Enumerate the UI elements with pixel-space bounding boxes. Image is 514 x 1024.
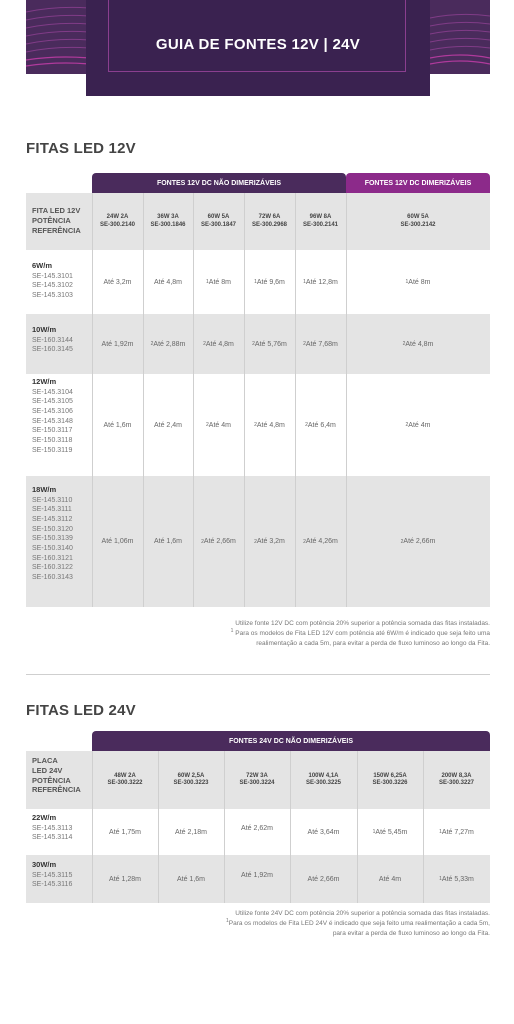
column-ref: SE-300.3227 [438,780,475,786]
row-ref: SE-160.3145 [32,346,73,354]
table-cell [357,809,423,855]
column-ref: SE-300.2968 [251,221,288,228]
column-power: 150W 6,25A [373,772,407,779]
cell-value: Até 3,64m [307,828,340,836]
row-label [32,813,72,843]
row-power: 18W/m [32,485,57,494]
row-label [32,325,73,355]
footnote-mark: 2 [150,341,154,347]
cell-value: Até 6,4m [307,421,336,429]
cell-value: Até 1,6m [103,421,132,429]
footnote-mark: 2 [201,538,204,545]
footnote-mark: 2 [206,422,209,428]
table-cell [224,851,290,899]
cell-value: Até 4,26m [305,538,338,545]
column-header [295,193,346,250]
column-power: 24W 2A [106,214,129,220]
column-header [244,193,295,250]
cell-value: Até 1,92m [241,871,273,879]
row-ref: SE-145.3110 [32,496,73,504]
header-label-line: FITA LED 12V [32,206,81,215]
table-cell [143,374,193,476]
cell-value: Até 1,92m [101,340,134,348]
footnote-mark: 2 [252,341,255,347]
footnote-mark: 2 [400,538,404,545]
cell-value: Até 1,28m [109,875,141,883]
table-cell [244,250,295,314]
header-label-line: LED 24V [32,765,63,775]
cell-value: Até 3,2m [256,538,285,545]
row-power: 6W/m [32,261,53,270]
row-ref: SE-145.3105 [32,398,73,406]
band-24v-non-dimmable: FONTES 24V DC NÃO DIMERIZÁVEIS [92,731,490,751]
cell-value: Até 1,6m [176,875,205,883]
cell-value: Até 4,8m [153,278,182,286]
table-cell [143,314,193,374]
cell-value: Até 2,4m [153,421,182,429]
section-title-12v: FITAS LED 12V [26,140,136,157]
table-cell [92,855,158,903]
table-cell [158,855,224,903]
row-ref: SE-160.3122 [32,564,73,572]
row-label [32,485,73,583]
column-ref: SE-300.2141 [302,221,339,228]
cell-value: Até 1,6m [153,538,182,545]
row-ref: SE-145.3101 [32,272,73,280]
footnote-mark: 2 [254,422,257,428]
column-header [193,193,244,250]
column-ref: SE-300.2142 [400,221,436,228]
footnote-mark: 1 [439,829,442,835]
column-ref: SE-300.3222 [107,780,143,786]
cell-value: Até 3,2m [103,278,132,286]
cell-value: Até 8m [408,278,431,286]
table-cell [295,374,346,476]
header-label-line: REFERÊNCIA [32,225,81,235]
row-ref: SE-150.3139 [32,535,73,543]
column-header [224,751,290,809]
table-cell [346,314,490,374]
cell-value: Até 4,8m [405,340,434,348]
row-ref: SE-160.3143 [32,573,73,581]
cell-value: Até 9,6m [256,278,285,286]
footnote-mark: 2 [402,341,406,347]
table-cell [92,314,143,374]
column-power: 60W 5A [207,214,230,220]
footnote-mark: 1 [439,876,442,882]
column-ref: SE-300.1846 [150,221,186,228]
cell-value: Até 4m [208,421,231,429]
row-power: 10W/m [32,325,57,334]
header-label-line: POTÊNCIA [32,215,71,225]
footnote-line: para evitar a perda de fluxo luminoso ao longo da Fita. [332,930,490,937]
column-power: 72W 3A [246,772,268,779]
cell-value: Até 4,8m [205,340,234,348]
cell-value: Até 2,66m [203,538,236,545]
column-power: 36W 3A [157,214,179,220]
footnote-mark: 2 [303,538,306,545]
row-ref: SE-160.3144 [32,336,73,344]
table-cell [158,809,224,855]
row-ref: SE-150.3118 [32,436,73,444]
table-cell [244,476,295,607]
row-ref: SE-145.3104 [32,388,73,396]
table-24v [26,731,490,903]
row-ref: SE-145.3113 [32,824,73,832]
footnote-mark: 2 [203,341,206,347]
section-title-24v: FITAS LED 24V [26,702,136,719]
cell-value: Até 7,68m [305,340,338,348]
table-cell [92,374,143,476]
cell-value: Até 2,62m [241,824,273,832]
footnote-line: Para os modelos de Fita LED 12V com potência até 6W/m é indicado que seja feito uma [235,630,490,638]
cell-value: Até 2,66m [307,875,340,883]
column-header [346,193,490,250]
column-header [92,193,143,250]
header-label-line: REFERÊNCIA [32,785,81,795]
table-cell [346,250,490,314]
footnote-line: Utilize fonte 24V DC com potência 20% superior a potência somada das fitas instaladas. [235,910,490,917]
table-cell [92,809,158,855]
cell-value: Até 4m [408,421,431,429]
cell-value: Até 4,8m [256,421,285,429]
column-header [143,193,193,250]
table-cell [290,855,357,903]
column-ref: SE-300.3224 [239,780,275,786]
footnote-mark: 1 [206,279,209,285]
footnote-line: realimentação a cada 5m, para evitar a perda de fluxo luminoso ao longo da Fita. [256,640,490,647]
column-power: 96W 8A [309,214,332,220]
footnote-line: Para os modelos de Fita LED 24V é indicado que seja feito uma realimentação a cada 5m, [228,920,490,928]
row-ref: SE-145.3116 [32,881,73,889]
footnote-line: Utilize fonte 12V DC com potência 20% superior a potência somada das fitas instaladas. [235,620,490,627]
cell-value: Até 4m [378,875,402,883]
column-power: 100W 4,1A [308,772,339,779]
band-dimmable: FONTES 12V DC DIMERIZÁVEIS [346,173,490,193]
row-label [32,261,73,301]
band-non-dimmable: FONTES 12V DC NÃO DIMERIZÁVEIS [92,173,346,193]
page-title: GUIA DE FONTES 12V | 24V [155,36,361,53]
column-power: 60W 2,5A [177,772,205,779]
row-ref: SE-145.3112 [32,515,73,523]
cell-value: Até 5,76m [254,340,287,348]
table-cell [290,809,357,855]
section-divider [26,674,490,675]
table-cell [423,809,490,855]
header-label [32,206,81,235]
table-cell [92,250,143,314]
table-cell [224,805,290,851]
table-cell [295,314,346,374]
row-label [32,377,73,455]
column-header [423,751,490,809]
footnote-mark: 1 [254,279,257,285]
header-label-line: POTÊNCIA [32,775,71,785]
column-power: 48W 2A [114,772,136,779]
column-header [290,751,357,809]
column-ref: SE-300.2140 [99,221,136,228]
table-cell [423,855,490,903]
table-cell [193,250,244,314]
row-ref: SE-160.3121 [32,554,73,562]
footnote-mark: 1 [405,279,409,285]
header-label [32,756,81,795]
column-header [357,751,423,809]
table-cell [92,476,143,607]
table-cell [357,855,423,903]
table-cell [193,314,244,374]
cell-value: Até 2,66m [403,538,436,545]
row-ref: SE-150.3140 [32,544,73,552]
table-cell [244,314,295,374]
footnote-mark: 1 [230,628,234,635]
table-cell [295,476,346,607]
footnote-mark: 2 [303,341,306,347]
column-power: 72W 6A [258,214,281,220]
column-power: 60W 5A [407,214,429,220]
footnote-12v [231,619,490,648]
row-ref: SE-145.3148 [32,417,73,425]
column-power: 200W 8,3A [441,772,472,779]
column-ref: SE-300.3223 [173,780,209,786]
row-ref: SE-150.3117 [32,427,73,435]
row-label [32,860,72,890]
footnote-24v [226,909,490,938]
cell-value: Até 1,06m [101,538,134,545]
table-cell [244,374,295,476]
footnote-mark: 1 [225,918,229,925]
cell-value: Até 2,18m [175,828,207,836]
column-header [158,751,224,809]
table-cell [143,476,193,607]
cell-value: Até 5,45m [375,828,408,836]
row-ref: SE-145.3115 [32,871,73,879]
row-ref: SE-145.3106 [32,407,73,415]
row-ref: SE-145.3111 [32,506,72,514]
cell-value: Até 5,33m [441,875,474,883]
cell-value: Até 2,88m [153,340,186,348]
footnote-mark: 2 [254,538,257,545]
row-ref: SE-145.3102 [32,282,73,290]
cell-value: Até 12,8m [305,278,338,286]
column-ref: SE-300.1847 [200,221,237,228]
row-ref: SE-150.3119 [32,446,73,454]
cell-value: Até 8m [208,278,231,286]
row-power: 22W/m [32,813,57,822]
row-ref: SE-145.3114 [32,834,73,842]
table-cell [346,374,490,476]
cell-value: Até 7,27m [441,828,474,836]
footnote-mark: 2 [405,422,409,428]
row-ref: SE-145.3103 [32,291,73,299]
footnote-mark: 1 [372,829,376,835]
row-ref: SE-150.3120 [32,525,73,533]
table-cell [295,250,346,314]
column-header [92,751,158,809]
table-cell [143,250,193,314]
table-cell [193,374,244,476]
column-ref: SE-300.3225 [305,780,342,786]
table-cell [346,476,490,607]
header-label-line: PLACA [32,756,58,765]
column-ref: SE-300.3226 [372,780,408,786]
footnote-mark: 1 [303,279,306,285]
row-power: 30W/m [32,860,57,869]
table-cell [193,476,244,607]
footnote-mark: 2 [305,422,308,428]
cell-value: Até 1,75m [109,828,141,836]
row-power: 12W/m [32,377,57,386]
table-12v [26,173,490,607]
